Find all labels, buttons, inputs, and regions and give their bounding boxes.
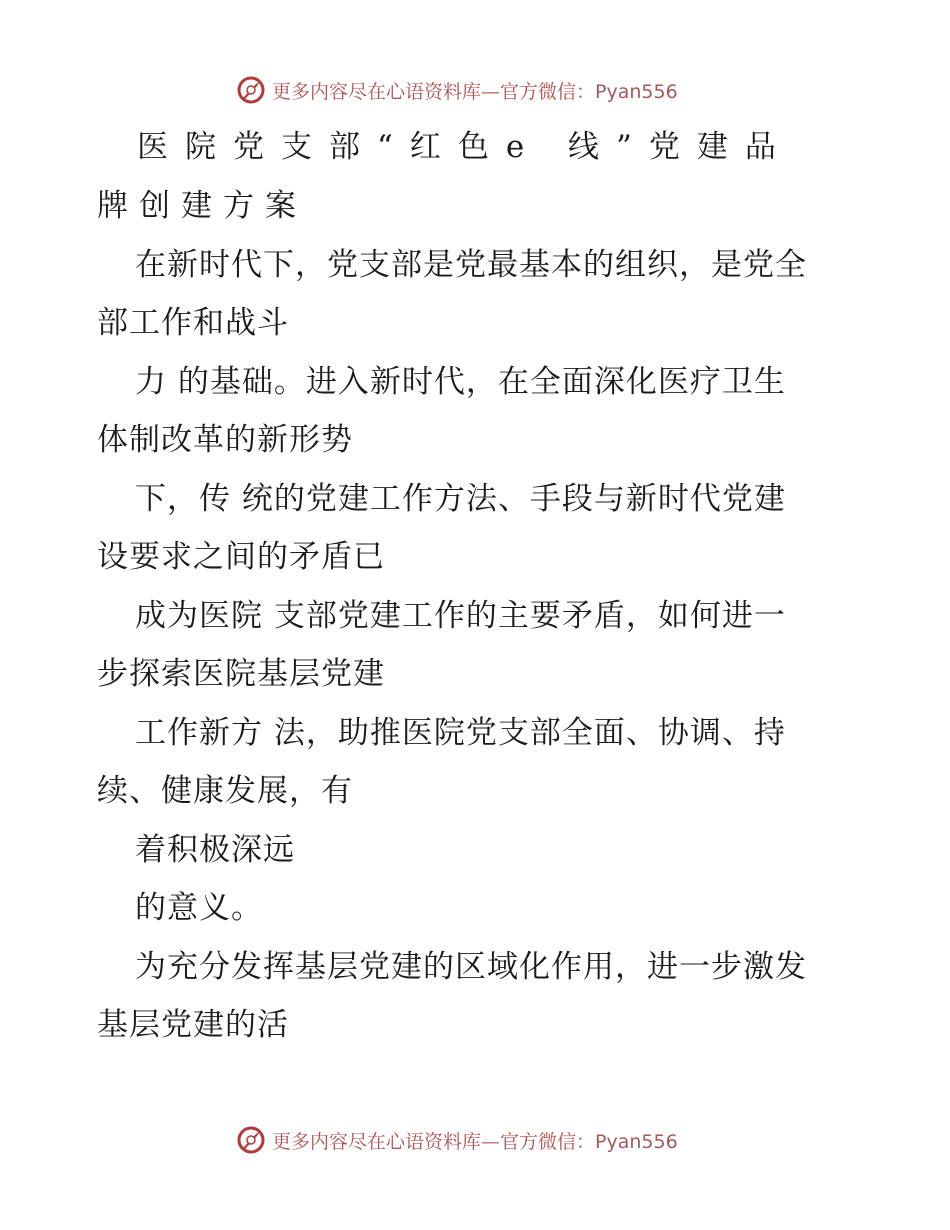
footer-banner <box>236 1123 716 1157</box>
body-line: 下，传 统的党建工作方法、手段与新时代党建 <box>135 481 786 517</box>
body-line: 体制改革的新形势 <box>97 422 353 458</box>
banner-text <box>272 1127 678 1154</box>
body-line: 工作新方 法，助推医院党支部全面、协调、持 <box>135 715 786 751</box>
body-line: 着积极深远 <box>135 832 295 868</box>
quill-logo-icon <box>236 1125 266 1155</box>
body-line: 设要求之间的矛盾已 <box>97 539 385 575</box>
banner-wechat-id: Pyan556 <box>595 1130 678 1153</box>
banner-wechat-label: 官方微信： <box>500 1130 596 1153</box>
body-line: 续、健康发展，有 <box>97 773 353 809</box>
body-line: 在新时代下，党支部是党最基本的组织，是党全 <box>135 247 807 283</box>
body-line: 成为医院 支部党建工作的主要矛盾，如何进一 <box>135 598 786 634</box>
body-line: 基层党建的活 <box>97 1007 289 1043</box>
document-title-line-2: 牌创建方案 <box>97 188 307 224</box>
banner-dash: — <box>481 1130 501 1153</box>
body-line: 为充分发挥基层党建的区域化作用，进一步激发 <box>135 949 807 985</box>
body-line: 的意义。 <box>135 890 263 926</box>
body-line: 力 的基础。进入新时代，在全面深化医疗卫生 <box>135 364 786 400</box>
body-line: 步探索医院基层党建 <box>97 656 385 692</box>
banner-text <box>272 77 678 104</box>
banner-wechat-label: 官方微信： <box>500 80 596 103</box>
banner-site-text: 更多内容尽在心语资料库 <box>272 80 482 103</box>
banner-wechat-id: Pyan556 <box>595 80 678 103</box>
banner-site-text: 更多内容尽在心语资料库 <box>272 1130 482 1153</box>
banner-dash: — <box>481 80 501 103</box>
header-banner <box>236 73 716 107</box>
body-line: 部工作和战斗 <box>97 305 289 341</box>
document-title-line-1: 医院党支部“红色e 线”党建品 <box>137 129 793 165</box>
quill-logo-icon <box>236 75 266 105</box>
